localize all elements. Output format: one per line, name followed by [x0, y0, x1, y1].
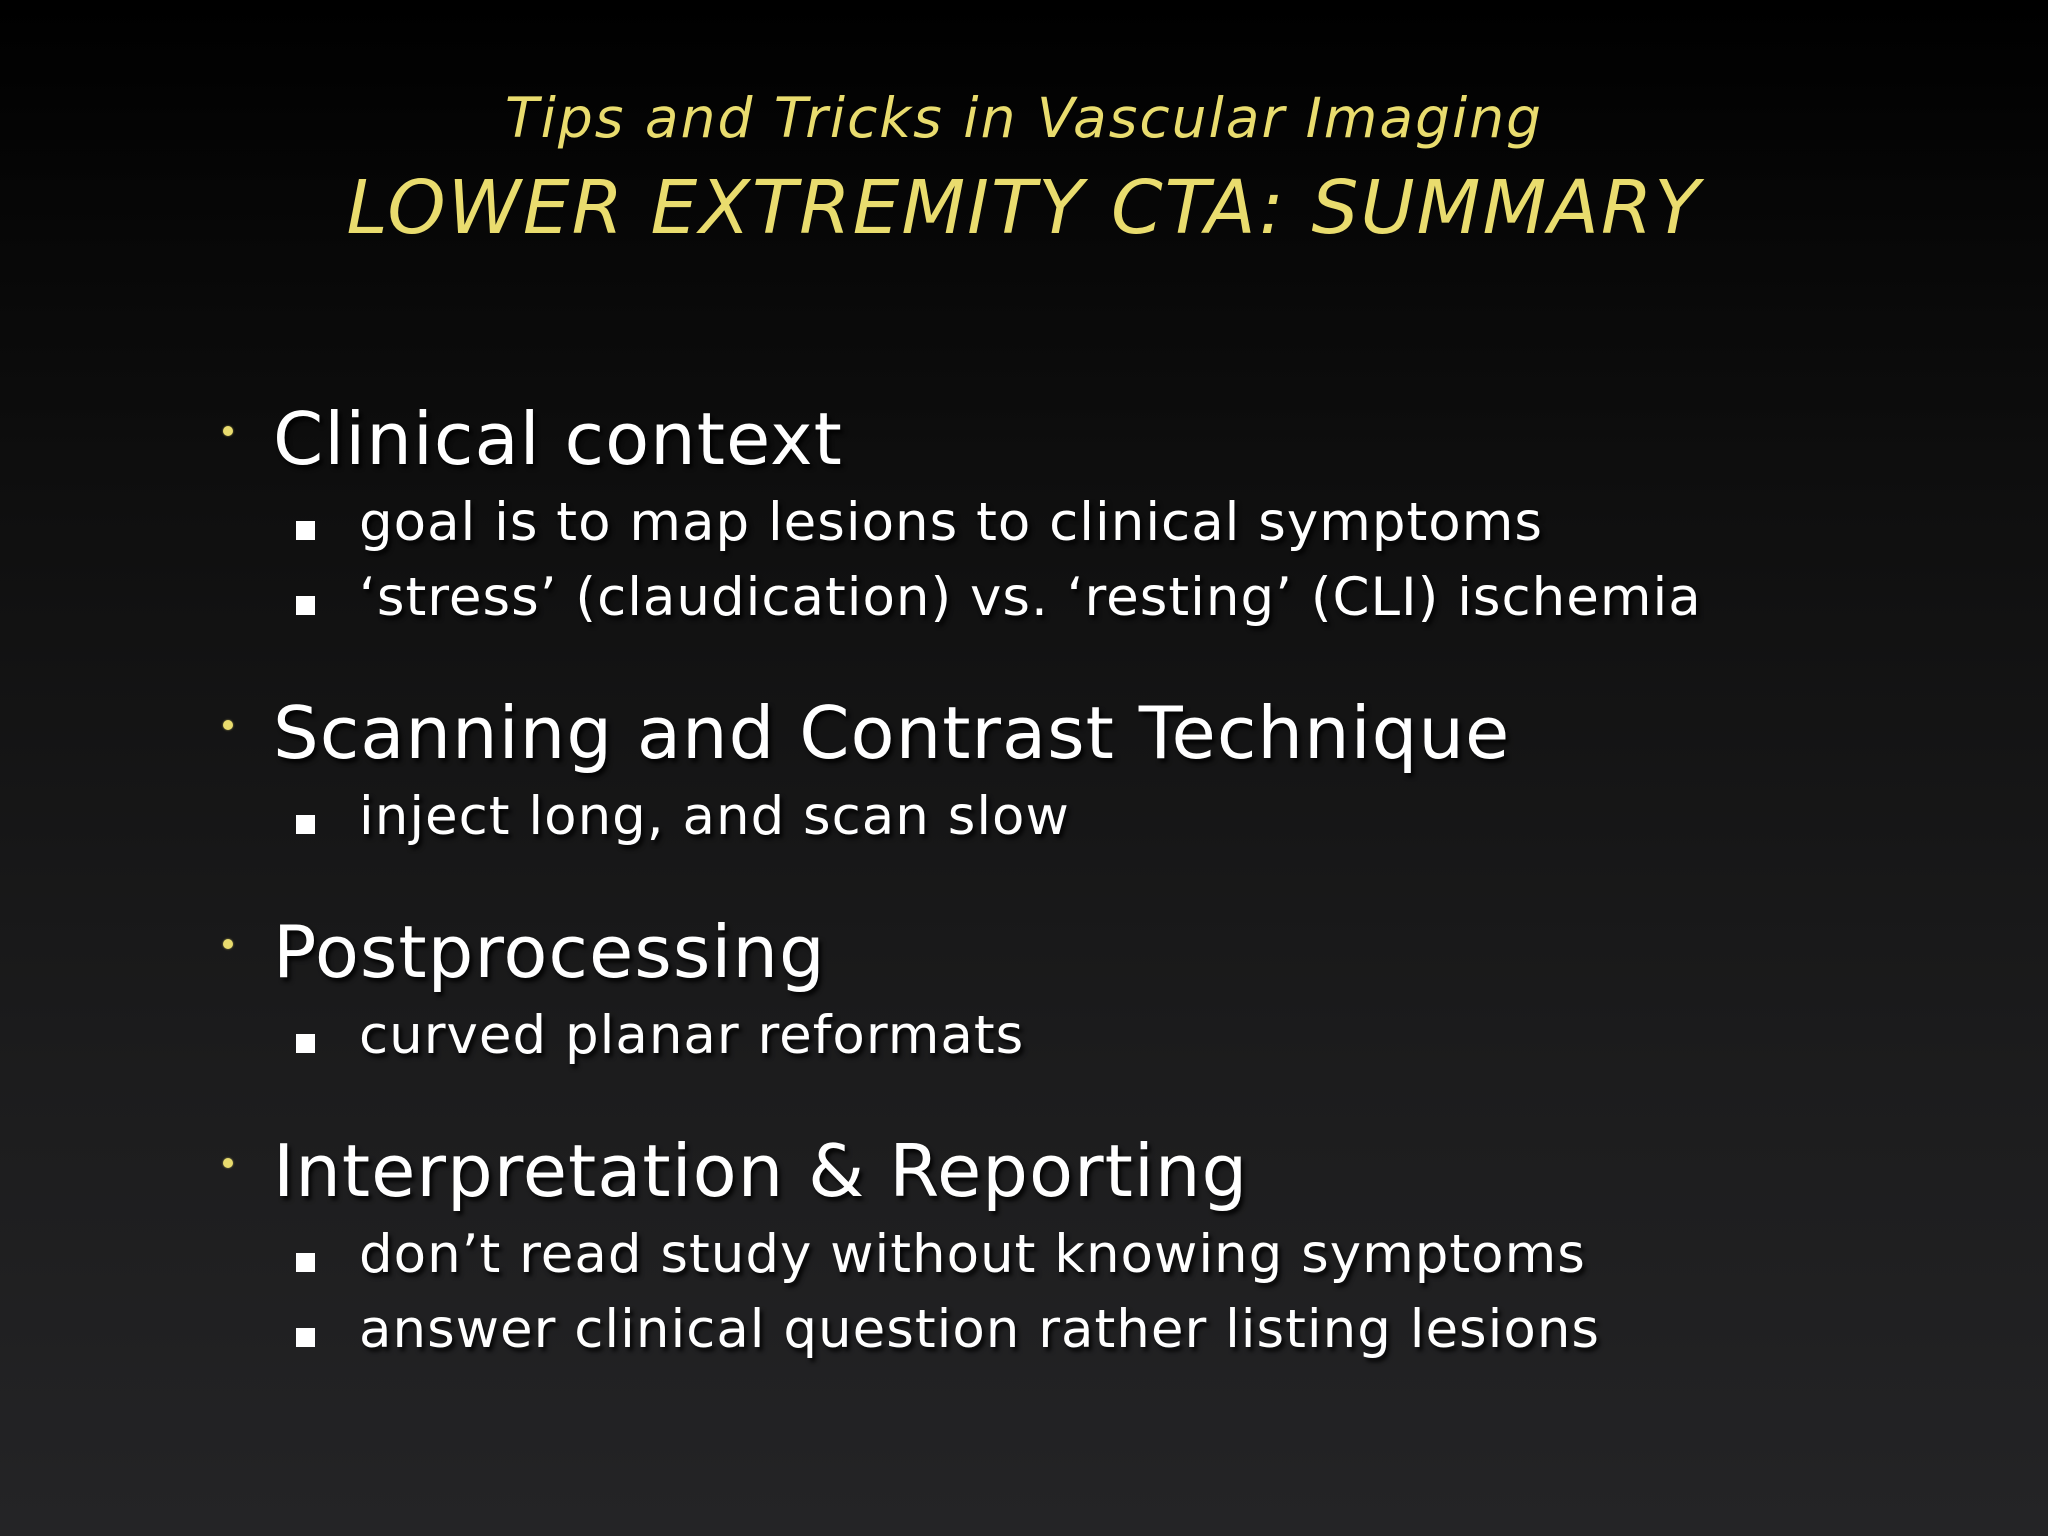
bullet-item — [210, 390, 1970, 488]
bullet-dot-icon — [223, 939, 233, 949]
slide-title: LOWER EXTREMITY CTA: SUMMARY — [346, 165, 1702, 251]
sub-bullet-list — [210, 782, 1970, 857]
square-bullet-icon — [296, 521, 315, 540]
sub-bullet-item — [296, 1295, 1970, 1370]
section-heading: Clinical context — [273, 397, 843, 481]
section-heading: Postprocessing — [273, 910, 826, 994]
sub-bullet-text: goal is to map lesions to clinical symptoms — [359, 492, 1543, 553]
section-scanning-technique — [210, 684, 1970, 857]
sub-bullet-text: don’t read study without knowing symptoms — [359, 1224, 1586, 1285]
section-heading: Interpretation & Reporting — [273, 1129, 1249, 1213]
section-postprocessing — [210, 903, 1970, 1076]
sub-bullet-item — [296, 1001, 1970, 1076]
square-bullet-icon — [296, 1034, 315, 1053]
section-clinical-context — [210, 390, 1970, 638]
square-bullet-icon — [296, 815, 315, 834]
sub-bullet-item — [296, 1220, 1970, 1295]
section-heading: Scanning and Contrast Technique — [273, 691, 1511, 775]
sub-bullet-text: ‘stress’ (claudication) vs. ‘resting’ (CLI) ischemia — [359, 567, 1702, 628]
sub-bullet-item — [296, 782, 1970, 857]
sub-bullet-text: curved planar reformats — [359, 1005, 1025, 1066]
square-bullet-icon — [296, 1253, 315, 1272]
slide-subtitle: Tips and Tricks in Vascular Imaging — [504, 86, 1544, 150]
sub-bullet-list — [210, 1001, 1970, 1076]
bullet-dot-icon — [223, 426, 233, 436]
sub-bullet-list — [210, 1220, 1970, 1370]
sub-bullet-item — [296, 563, 1970, 638]
sub-bullet-item — [296, 488, 1970, 563]
sub-bullet-list — [210, 488, 1970, 638]
title-block — [0, 82, 2048, 258]
bullet-item — [210, 1122, 1970, 1220]
bullet-dot-icon — [223, 720, 233, 730]
square-bullet-icon — [296, 596, 315, 615]
section-interpretation-reporting — [210, 1122, 1970, 1370]
bullet-list — [210, 390, 1970, 1416]
bullet-item — [210, 903, 1970, 1001]
bullet-item — [210, 684, 1970, 782]
bullet-dot-icon — [223, 1158, 233, 1168]
square-bullet-icon — [296, 1328, 315, 1347]
sub-bullet-text: inject long, and scan slow — [359, 786, 1070, 847]
sub-bullet-text: answer clinical question rather listing lesions — [359, 1299, 1601, 1360]
